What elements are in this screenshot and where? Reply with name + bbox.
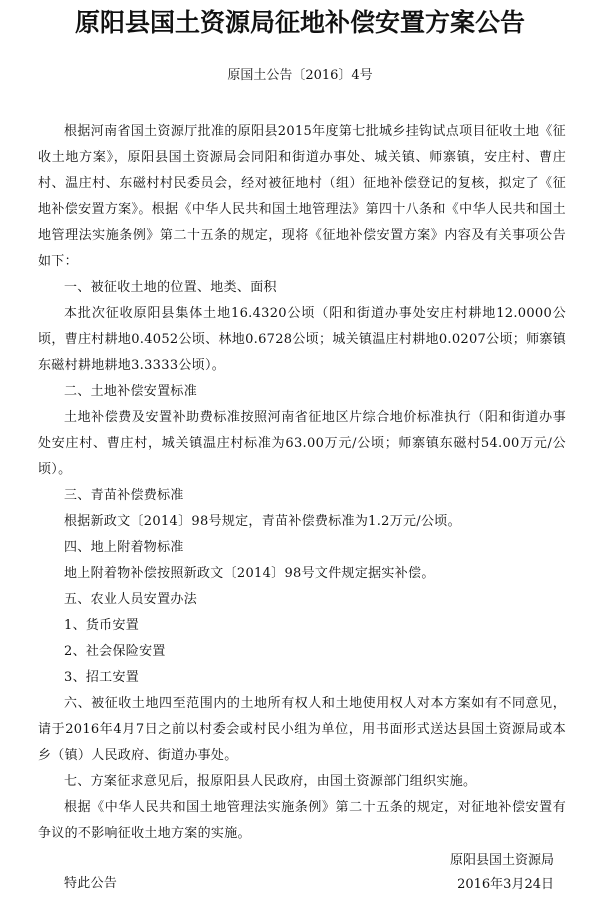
sign-off: 特此公告 [64, 876, 118, 891]
notice-title: 原阳县国土资源局征地补偿安置方案公告 [74, 8, 525, 37]
section-3-heading: 三、青苗补偿费标准 [64, 488, 184, 503]
section-4-heading: 四、地上附着物标准 [64, 540, 184, 555]
section-5-item-1: 1、货币安置 [64, 618, 140, 633]
section-5-item-2: 2、社会保险安置 [64, 644, 166, 659]
notice-body [38, 119, 566, 897]
issuer-name: 原阳县国土资源局 [449, 853, 554, 868]
document-number: 原国土公告〔2016〕4号 [227, 68, 373, 83]
section-1-body: 本批次征收原阳县集体土地16.4320公顷（阳和街道办事处安庄村耕地12.0000公顷，曹庄村耕地0.4052公顷、林地0.6728公顷；城关镇温庄村耕地0.0207公顷；师寨镇东磁村耕地耕地3.3333公顷）。 [38, 306, 566, 373]
section-4-body: 地上附着物补偿按照新政文〔2014〕98号文件规定据实补偿。 [64, 566, 435, 581]
section-5-heading: 五、农业人员安置办法 [64, 592, 198, 607]
closing-paragraph: 根据《中华人民共和国土地管理法实施条例》第二十五条的规定，对征地补偿安置有争议的不影响征收土地方案的实施。 [38, 800, 566, 841]
issue-date: 2016年3月24日 [457, 877, 554, 892]
section-2-body: 土地补偿费及安置补助费标准按照河南省征地区片综合地价标准执行（阳和街道办事处安庄村、曹庄村，城关镇温庄村标准为63.00万元/公顷；师寨镇东磁村54.00万元/公顷）。 [38, 410, 566, 477]
intro-paragraph: 根据河南省国土资源厅批准的原阳县2015年度第七批城乡挂钩试点项目征收土地《征收土地方案》，原阳县国土资源局会同阳和街道办事处、城关镇、师寨镇，安庄村、曹庄村、温庄村、东磁村村民委员会，经对被征地村（组）征地补偿登记的复核，拟定了《征地补偿安置方案》。根据《中华人民共和国土地管理法》第四十八条和《中华人民共和国土地管理法实施条例》第二十五条的规定，现将《征地补偿安置方案》内容及有关事项公告如下： [38, 124, 566, 269]
section-2-heading: 二、土地补偿安置标准 [64, 384, 198, 399]
section-6-body: 六、被征收土地四至范围内的土地所有权人和土地使用权人对本方案如有不同意见，请于2016年4月7日之前以村委会或村民小组为单位，用书面形式送达县国土资源局或本乡（镇）人民政府、街道办事处。 [38, 696, 566, 763]
section-5-item-3: 3、招工安置 [64, 670, 140, 685]
signature-block [450, 849, 554, 897]
section-1-heading: 一、被征收土地的位置、地类、面积 [64, 280, 277, 295]
section-3-body: 根据新政文〔2014〕98号规定，青苗补偿费标准为1.2万元/公顷。 [64, 514, 461, 529]
section-7-body: 七、方案征求意见后，报原阳县人民政府，由国土资源部门组织实施。 [64, 774, 477, 789]
